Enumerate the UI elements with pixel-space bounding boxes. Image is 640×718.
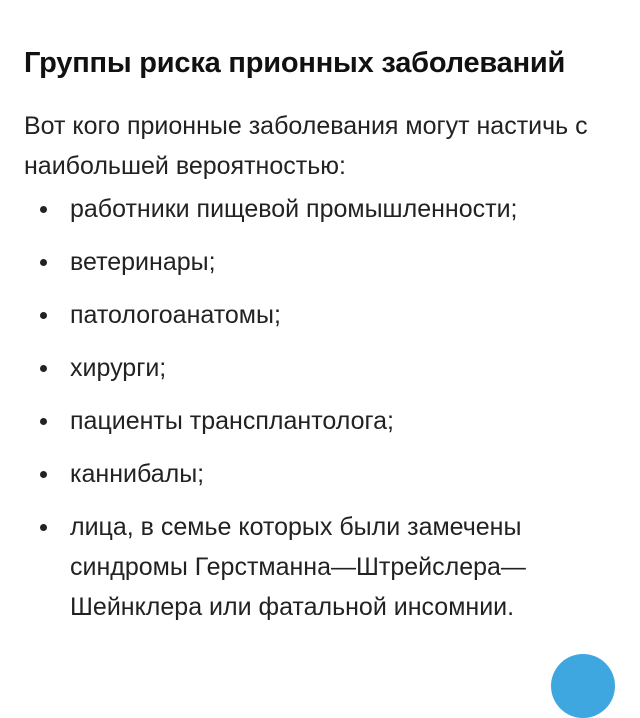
list-item <box>24 242 616 282</box>
list-item-text: ветеринары; <box>70 248 216 276</box>
list-item <box>24 348 616 388</box>
bullet-icon <box>40 312 47 319</box>
bullet-icon <box>40 471 47 478</box>
list-item-text: лица, в семье которых были замечены синдромы Герстманна—Штрейслера—Шейнклера или фатальной инсомнии. <box>70 513 526 621</box>
list-item <box>24 189 616 229</box>
article-title: Группы риска прионных заболеваний <box>24 47 566 79</box>
list-item-text: патологоанатомы; <box>70 301 281 329</box>
bullet-icon <box>40 365 47 372</box>
risk-groups-list <box>24 189 616 627</box>
list-item-text: работники пищевой промышленности; <box>70 195 518 223</box>
article-intro: Вот кого прионные заболевания могут настичь с наибольшей вероятностью: <box>24 112 588 180</box>
list-item-text: каннибалы; <box>70 460 205 488</box>
list-item <box>24 507 616 627</box>
list-item <box>24 295 616 335</box>
bullet-icon <box>40 206 47 213</box>
list-item <box>24 454 616 494</box>
bullet-icon <box>40 259 47 266</box>
list-item-text: хирурги; <box>70 354 167 382</box>
list-item-text: пациенты трансплантолога; <box>70 407 394 435</box>
bullet-icon <box>40 418 47 425</box>
list-item <box>24 401 616 441</box>
article <box>24 38 616 640</box>
bullet-icon <box>40 524 47 531</box>
floating-action-button[interactable] <box>551 654 615 718</box>
